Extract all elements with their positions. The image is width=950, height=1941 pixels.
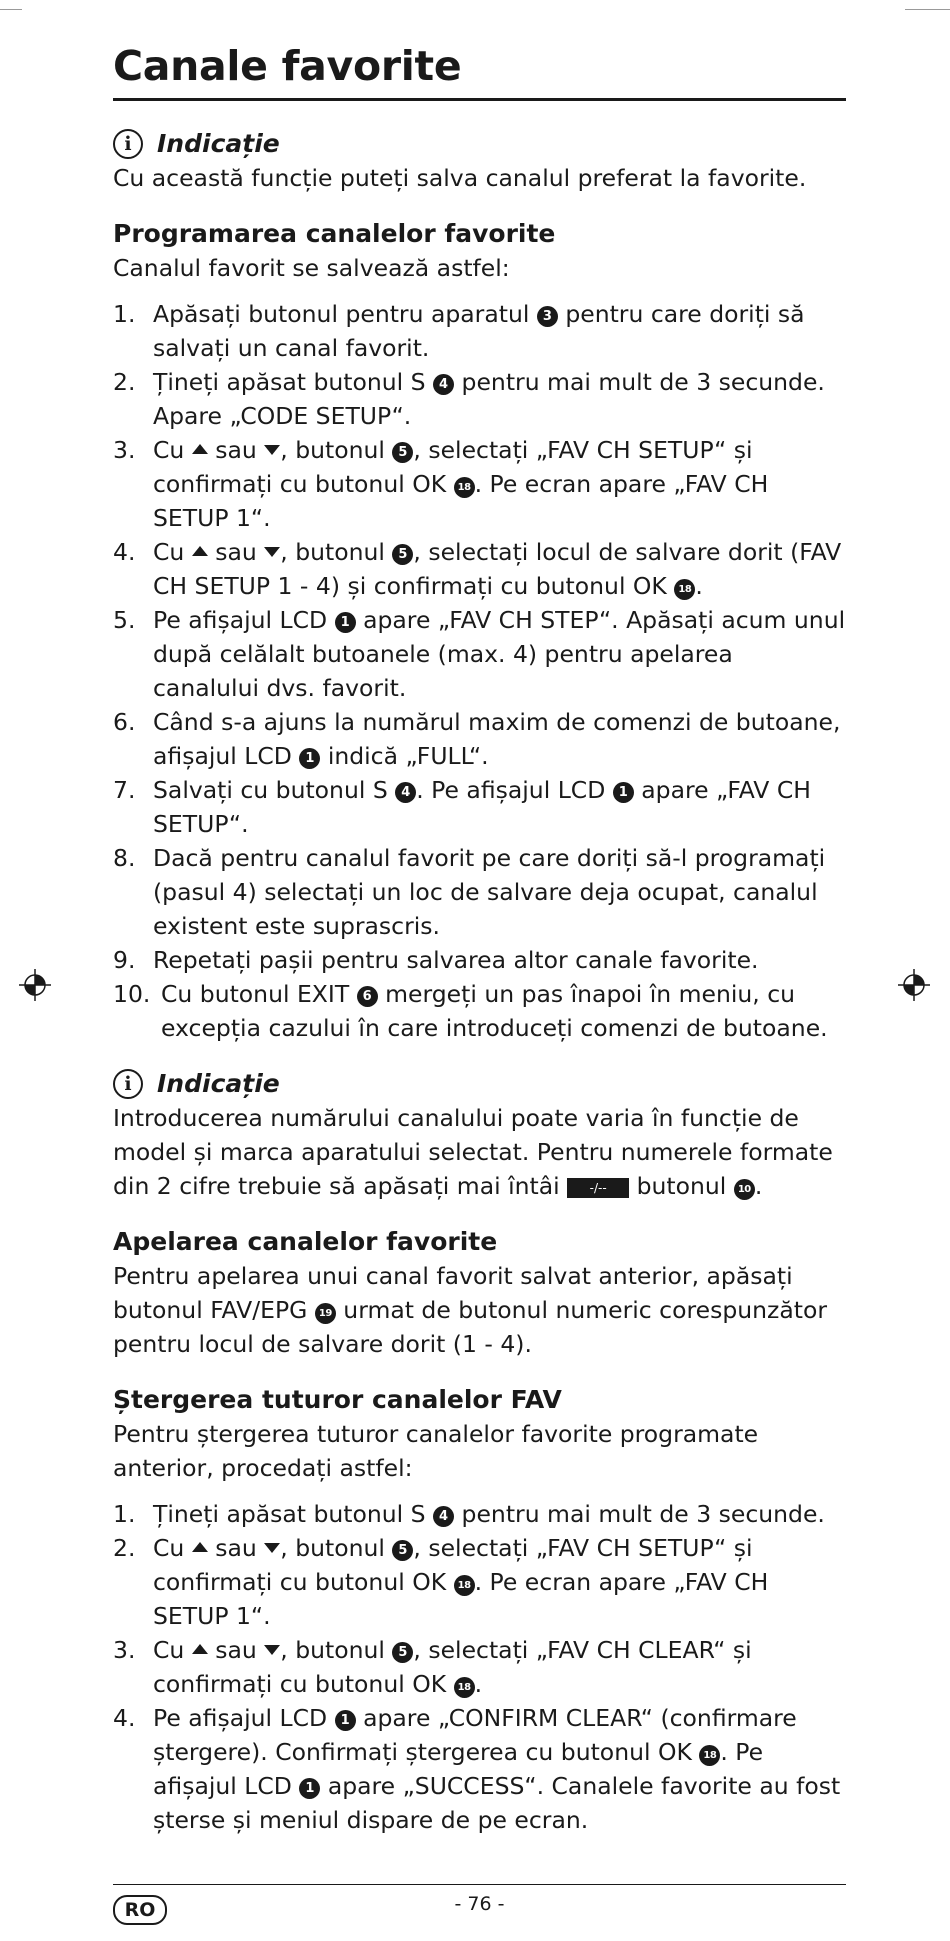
text-run: , butonul (280, 1636, 393, 1664)
text-run: . (695, 572, 703, 600)
text-run: mergeți un pas înapoi în meniu, cu excepția cazului în care introduceți comenzi de butoane. (161, 980, 828, 1042)
step-number: 2. (113, 368, 136, 396)
step-item (113, 433, 846, 535)
text-run: , butonul (280, 436, 393, 464)
step-item (113, 1701, 846, 1837)
note-text-channel-number (113, 1101, 846, 1203)
step-text (153, 1531, 846, 1633)
step-item (113, 977, 846, 1045)
language-badge: RO (113, 1895, 167, 1925)
text-run: , selectați „FAV CH SETUP“ și confirmați cu butonul OK (153, 436, 753, 498)
step-text (153, 841, 846, 943)
page-number: - 76 - (454, 1893, 505, 1915)
step-number: 9. (113, 946, 136, 974)
manual-page (113, 40, 846, 1837)
step-item (113, 603, 846, 705)
page-footer (113, 1884, 846, 1925)
text-run: Salvați cu butonul S (153, 776, 396, 804)
section-intro-programming: Canalul favorit se salvează astfel: (113, 254, 510, 282)
text-run: Țineți apăsat butonul S (153, 1500, 434, 1528)
text-run: pentru mai mult de 3 secunde. (454, 1500, 825, 1528)
step-text (153, 1701, 846, 1837)
registration-mark-left-icon (19, 969, 51, 1001)
button-number-badge: 1 (613, 782, 634, 803)
section-heading-programming: Programarea canalelor favorite (113, 219, 556, 248)
arrow-down-icon (264, 1645, 280, 1655)
text-run: Repetați pașii pentru salvarea altor canale favorite. (153, 946, 759, 974)
step-number: 5. (113, 606, 136, 634)
text-run: Pe afișajul LCD (153, 1704, 335, 1732)
step-number: 3. (113, 1636, 136, 1664)
text-run: Cu (153, 1636, 192, 1664)
step-item (113, 1633, 846, 1701)
step-number: 3. (113, 436, 136, 464)
button-number-badge: 5 (392, 1540, 413, 1561)
step-text (153, 943, 846, 977)
text-run: , selectați „FAV CH SETUP“ și confirmați cu butonul OK (153, 1534, 753, 1596)
text-run: Cu (153, 436, 192, 464)
info-icon: i (113, 1069, 143, 1099)
button-number-badge: 18 (699, 1745, 720, 1766)
text-run: Pe afișajul LCD (153, 606, 335, 634)
arrow-up-icon (192, 444, 208, 454)
text-run: . Pe ecran apare „FAV CH SETUP 1“. (153, 470, 769, 532)
text-run: indică „FULL“. (320, 742, 489, 770)
section-heading-recall: Apelarea canalelor favorite (113, 1227, 498, 1256)
button-number-badge: 1 (335, 1710, 356, 1731)
text-run: Pentru apelarea unui canal favorit salvat anterior, apăsați butonul FAV/EPG (113, 1262, 793, 1324)
steps-list-clear (113, 1497, 846, 1837)
arrow-down-icon (264, 547, 280, 557)
text-run: apare „FAV CH SETUP“. (153, 776, 811, 838)
text-run: Apăsați butonul pentru aparatul (153, 300, 537, 328)
step-number: 4. (113, 1704, 136, 1732)
step-item (113, 1531, 846, 1633)
text-run: . (754, 1172, 763, 1200)
button-number-badge: 18 (454, 1575, 475, 1596)
step-number: 8. (113, 844, 136, 872)
step-number: 4. (113, 538, 136, 566)
button-number-badge: 19 (315, 1303, 336, 1324)
text-run: sau (207, 1636, 265, 1664)
section-text-recall (113, 1259, 846, 1361)
title-divider (113, 98, 846, 101)
step-text (153, 297, 846, 365)
button-number-badge: 4 (433, 1506, 454, 1527)
button-number-badge: 5 (392, 544, 413, 565)
text-run: . Pe afișajul LCD (416, 776, 613, 804)
button-number-badge: 4 (433, 374, 454, 395)
step-item (113, 297, 846, 365)
text-run: . Pe afișajul LCD (153, 1738, 764, 1800)
step-item (113, 841, 846, 943)
text-run: urmat de butonul numeric corespunzător pentru locul de salvare dorit (1 - 4). (113, 1296, 828, 1358)
text-run: Când s-a ajuns la numărul maxim de comenzi de butoane, afișajul LCD (153, 708, 841, 770)
registration-mark-right-icon (898, 969, 930, 1001)
step-text (153, 365, 846, 433)
button-number-badge: 10 (734, 1179, 755, 1200)
text-run: . (474, 1670, 483, 1698)
step-text (153, 433, 846, 535)
button-number-badge: 18 (454, 1677, 475, 1698)
text-run: sau (207, 1534, 265, 1562)
note-label: Indicație (157, 1069, 280, 1098)
button-number-badge: 4 (395, 782, 416, 803)
text-run: Introducerea numărului canalului poate varia în funcție de model și marca aparatului selectat. Pentru numerele formate din 2 cifre trebuie să apăsați mai întâi (113, 1104, 833, 1200)
step-number: 6. (113, 708, 136, 736)
note-label: Indicație (157, 129, 280, 158)
text-run: pentru care doriți să salvați un canal favorit. (153, 300, 805, 362)
step-text (153, 1633, 846, 1701)
text-run: . Pe ecran apare „FAV CH SETUP 1“. (153, 1568, 769, 1630)
info-icon: i (113, 129, 143, 159)
crop-mark-top-right (905, 9, 950, 10)
step-text (153, 773, 846, 841)
crop-mark-top-left (0, 9, 22, 10)
arrow-down-icon (264, 1543, 280, 1553)
step-text (153, 705, 846, 773)
note-heading (113, 127, 846, 161)
button-number-badge: 18 (674, 579, 695, 600)
text-run: Cu (153, 1534, 192, 1562)
arrow-up-icon (192, 1542, 208, 1552)
text-run: apare „FAV CH STEP“. Apăsați acum unul după celălalt butoanele (max. 4) pentru apelarea canalului dvs. favorit. (153, 606, 846, 702)
step-text (153, 1497, 846, 1531)
step-number: 7. (113, 776, 136, 804)
text-run: , butonul (280, 538, 393, 566)
text-run: , butonul (280, 1534, 393, 1562)
step-text (153, 535, 846, 603)
note-heading (113, 1067, 846, 1101)
arrow-down-icon (264, 445, 280, 455)
step-item (113, 1497, 846, 1531)
section-heading-clear: Ștergerea tuturor canalelor FAV (113, 1385, 562, 1414)
page-title: Canale favorite (113, 42, 462, 90)
step-number: 2. (113, 1534, 136, 1562)
arrow-up-icon (192, 1644, 208, 1654)
text-run: Cu (153, 538, 192, 566)
step-item (113, 773, 846, 841)
step-item (113, 943, 846, 977)
button-number-badge: 5 (392, 1642, 413, 1663)
text-run: Țineți apăsat butonul S (153, 368, 434, 396)
button-number-badge: 1 (299, 748, 320, 769)
step-number: 1. (113, 300, 136, 328)
button-number-badge: 6 (357, 986, 378, 1007)
digit-button-icon: -/-- (567, 1178, 629, 1198)
text-run: sau (207, 436, 265, 464)
button-number-badge: 1 (335, 612, 356, 633)
text-run: apare „SUCCESS“. Canalele favorite au fost șterse și meniul dispare de pe ecran. (153, 1772, 841, 1834)
text-run: , selectați „FAV CH CLEAR“ și confirmați cu butonul OK (153, 1636, 752, 1698)
note-text: Cu această funcție puteți salva canalul preferat la favorite. (113, 164, 807, 192)
button-number-badge: 1 (299, 1778, 320, 1799)
step-number: 1. (113, 1500, 136, 1528)
text-run: apare „CONFIRM CLEAR“ (confirmare ștergere). Confirmați ștergerea cu butonul OK (153, 1704, 797, 1766)
step-text (153, 603, 846, 705)
button-number-badge: 5 (392, 442, 413, 463)
steps-list-programming (113, 297, 846, 1045)
arrow-up-icon (192, 546, 208, 556)
section-intro-clear: Pentru ștergerea tuturor canalelor favorite programate anterior, procedați astfel: (113, 1420, 759, 1482)
text-run: , selectați locul de salvare dorit (FAV CH SETUP 1 - 4) și confirmați cu butonul OK (153, 538, 842, 600)
step-item (113, 365, 846, 433)
text-run: Cu butonul EXIT (161, 980, 357, 1008)
step-item (113, 705, 846, 773)
step-number: 10. (113, 980, 151, 1008)
text-run: Dacă pentru canalul favorit pe care doriți să-l programați (pasul 4) selectați un loc de salvare deja ocupat, canalul existent este suprascris. (153, 844, 826, 940)
button-number-badge: 18 (454, 477, 475, 498)
text-run: pentru mai mult de 3 secunde. Apare „CODE SETUP“. (153, 368, 825, 430)
text-run: butonul (629, 1172, 734, 1200)
step-text (161, 977, 846, 1045)
button-number-badge: 3 (537, 306, 558, 327)
step-item (113, 535, 846, 603)
text-run: sau (207, 538, 265, 566)
